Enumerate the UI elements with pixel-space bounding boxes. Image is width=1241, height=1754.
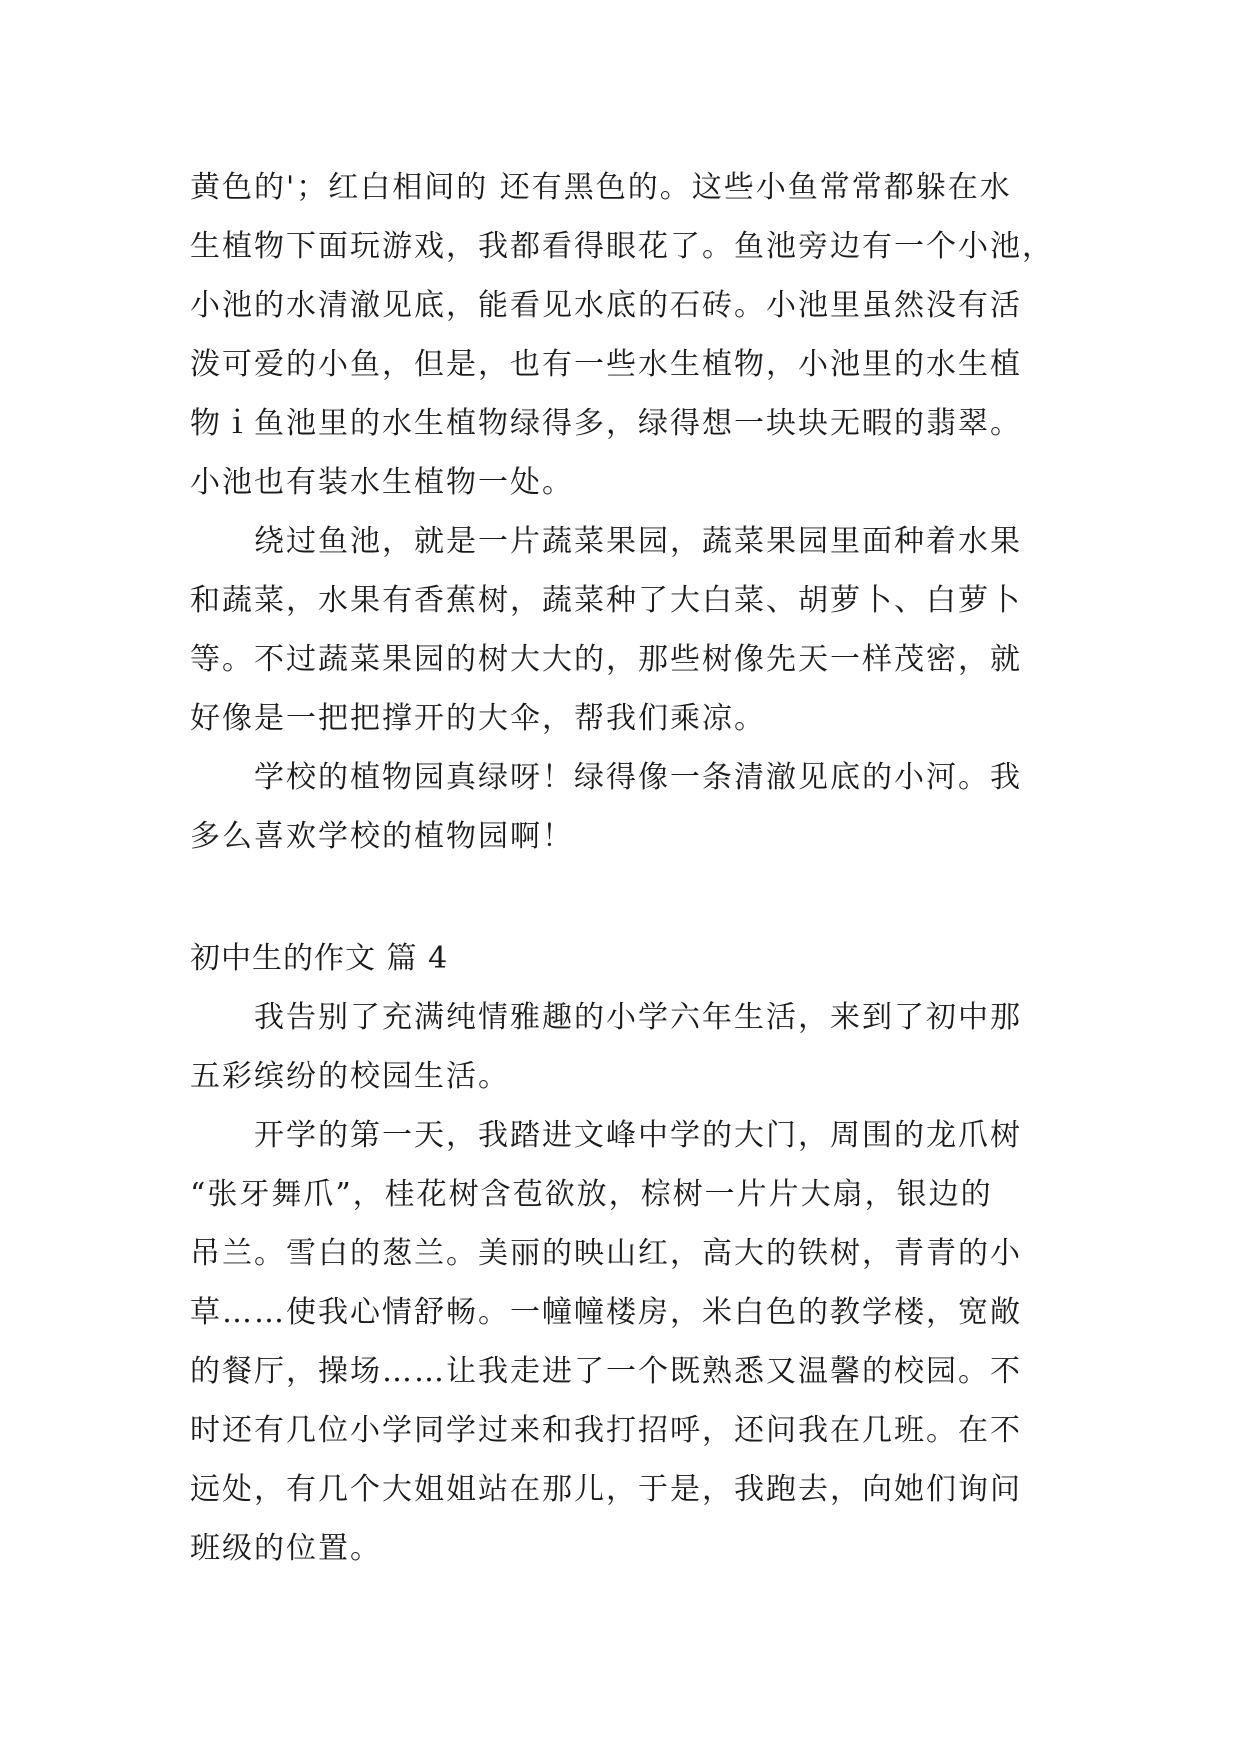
text-line: 等。不过蔬菜果园的树大大的，那些树像先天一样茂密，就 bbox=[190, 642, 1022, 677]
document-body bbox=[190, 158, 1070, 1578]
text-line: 我告别了充满纯情雅趣的小学六年生活，来到了初中那 bbox=[254, 1000, 1022, 1035]
paragraph-conclusion bbox=[190, 748, 1070, 866]
text-line: 学校的植物园真绿呀！绿得像一条清澈见底的小河。我 bbox=[254, 760, 1022, 795]
paragraph-first-day bbox=[190, 1106, 1070, 1578]
text-line: 时还有几位小学同学过来和我打招呼，还问我在几班。在不 bbox=[190, 1413, 1022, 1448]
paragraph-fish-pond bbox=[190, 158, 1070, 512]
text-line: 生植物下面玩游戏，我都看得眼花了。鱼池旁边有一个小池， bbox=[190, 229, 1054, 264]
text-line: 的餐厅，操场……让我走进了一个既熟悉又温馨的校园。不 bbox=[190, 1354, 1022, 1389]
text-line: 小池也有装水生植物一处。 bbox=[190, 465, 574, 500]
paragraph-vegetable-garden bbox=[190, 512, 1070, 748]
text-line: “张牙舞爪”，桂花树含苞欲放，棕树一片片大扇，银边的 bbox=[190, 1177, 993, 1212]
text-line: 班级的位置。 bbox=[190, 1531, 382, 1566]
text-line: 远处，有几个大姐姐站在那儿，于是，我跑去，向她们询问 bbox=[190, 1472, 1022, 1507]
text-line: 开学的第一天，我踏进文峰中学的大门，周围的龙爪树 bbox=[254, 1118, 1022, 1153]
section-heading: 初中生的作文 篇 4 bbox=[190, 941, 449, 976]
text-line: 多么喜欢学校的植物园啊！ bbox=[190, 819, 574, 854]
text-line: 小池的水清澈见底，能看见水底的石砖。小池里虽然没有活 bbox=[190, 288, 1022, 323]
text-line: 泼可爱的小鱼，但是，也有一些水生植物，小池里的水生植 bbox=[190, 347, 1022, 382]
text-line: 草……使我心情舒畅。一幢幢楼房，米白色的教学楼，宽敞 bbox=[190, 1295, 1022, 1330]
text-line: 物ｉ鱼池里的水生植物绿得多，绿得想一块块无暇的翡翠。 bbox=[190, 406, 1022, 441]
text-line: 好像是一把把撑开的大伞，帮我们乘凉。 bbox=[190, 701, 766, 736]
text-line: 黄色的'；红白相间的 还有黑色的。这些小鱼常常都躲在水 bbox=[190, 170, 1012, 205]
paragraph-farewell bbox=[190, 988, 1070, 1106]
text-line: 吊兰。雪白的葱兰。美丽的映山红，高大的铁树，青青的小 bbox=[190, 1236, 1022, 1271]
text-line: 五彩缤纷的校园生活。 bbox=[190, 1059, 510, 1094]
text-line: 和蔬菜，水果有香蕉树，蔬菜种了大白菜、胡萝卜、白萝卜 bbox=[190, 583, 1022, 618]
text-line: 绕过鱼池，就是一片蔬菜果园，蔬菜果园里面种着水果 bbox=[254, 524, 1022, 559]
